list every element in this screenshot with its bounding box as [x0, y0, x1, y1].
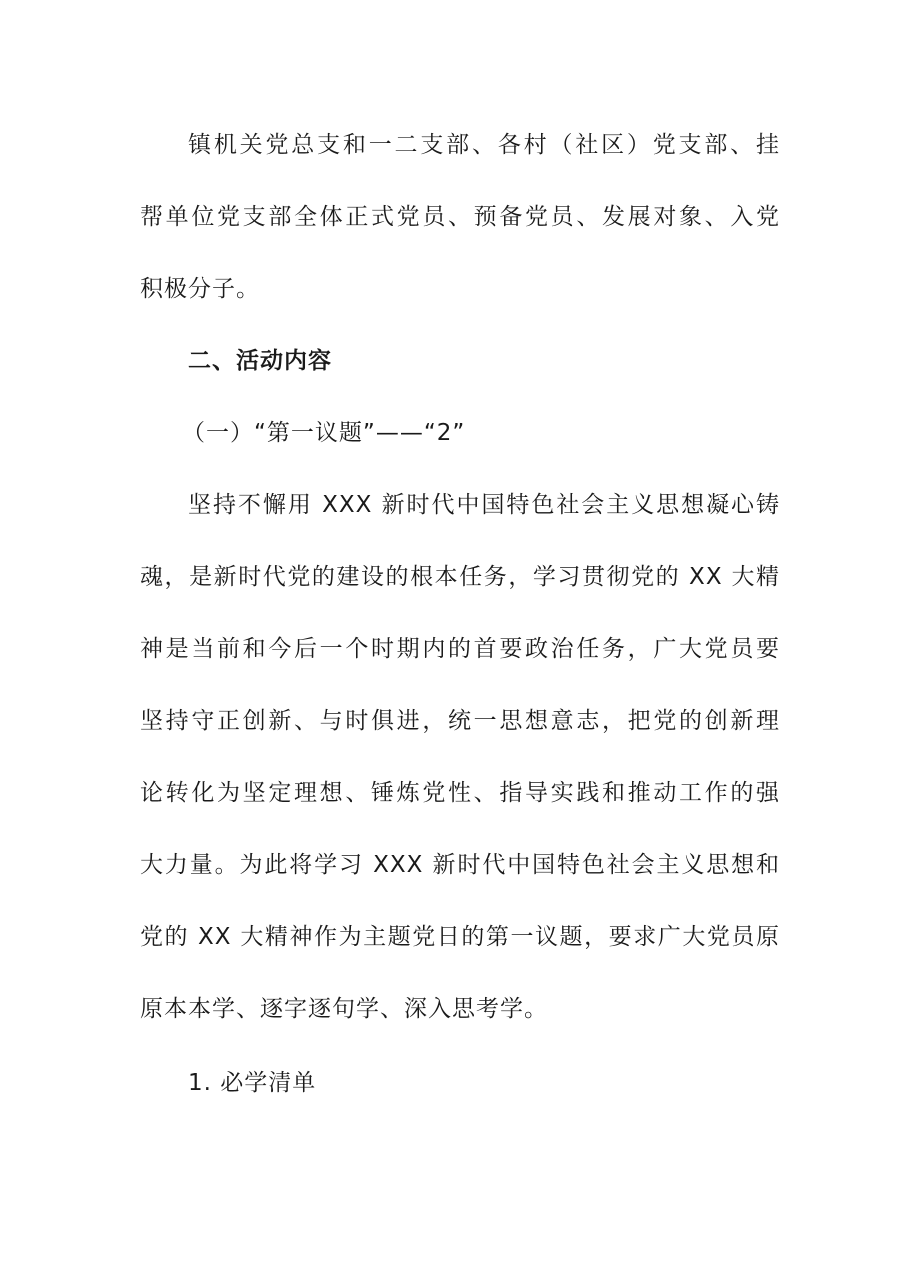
- paragraph-line: 帮单位党支部全体正式党员、预备党员、发展对象、入党: [140, 204, 780, 230]
- paragraph-line: 神是当前和今后一个时期内的首要政治任务，广大党员要: [140, 636, 780, 662]
- paragraph-line: 镇机关党总支和一二支部、各村（社区）党支部、挂: [188, 132, 780, 158]
- subsection-heading: （一）“第一议题”——“2”: [182, 420, 466, 446]
- paragraph-line: 论转化为坚定理想、锤炼党性、指导实践和推动工作的强: [140, 780, 780, 806]
- paragraph-line: 坚持不懈用 XXX 新时代中国特色社会主义思想凝心铸: [188, 492, 780, 518]
- paragraph-line: 坚持守正创新、与时俱进，统一思想意志，把党的创新理: [140, 708, 780, 734]
- paragraph-line: 魂，是新时代党的建设的根本任务，学习贯彻党的 XX 大精: [140, 564, 780, 590]
- paragraph-line: 积极分子。: [140, 276, 260, 302]
- section-heading: 二、活动内容: [188, 348, 332, 374]
- list-item: 1. 必学清单: [188, 1070, 317, 1096]
- paragraph-line: 原本本学、逐字逐句学、深入思考学。: [140, 996, 548, 1022]
- paragraph-line: 大力量。为此将学习 XXX 新时代中国特色社会主义思想和: [140, 852, 780, 878]
- paragraph-line: 党的 XX 大精神作为主题党日的第一议题，要求广大党员原: [140, 924, 780, 950]
